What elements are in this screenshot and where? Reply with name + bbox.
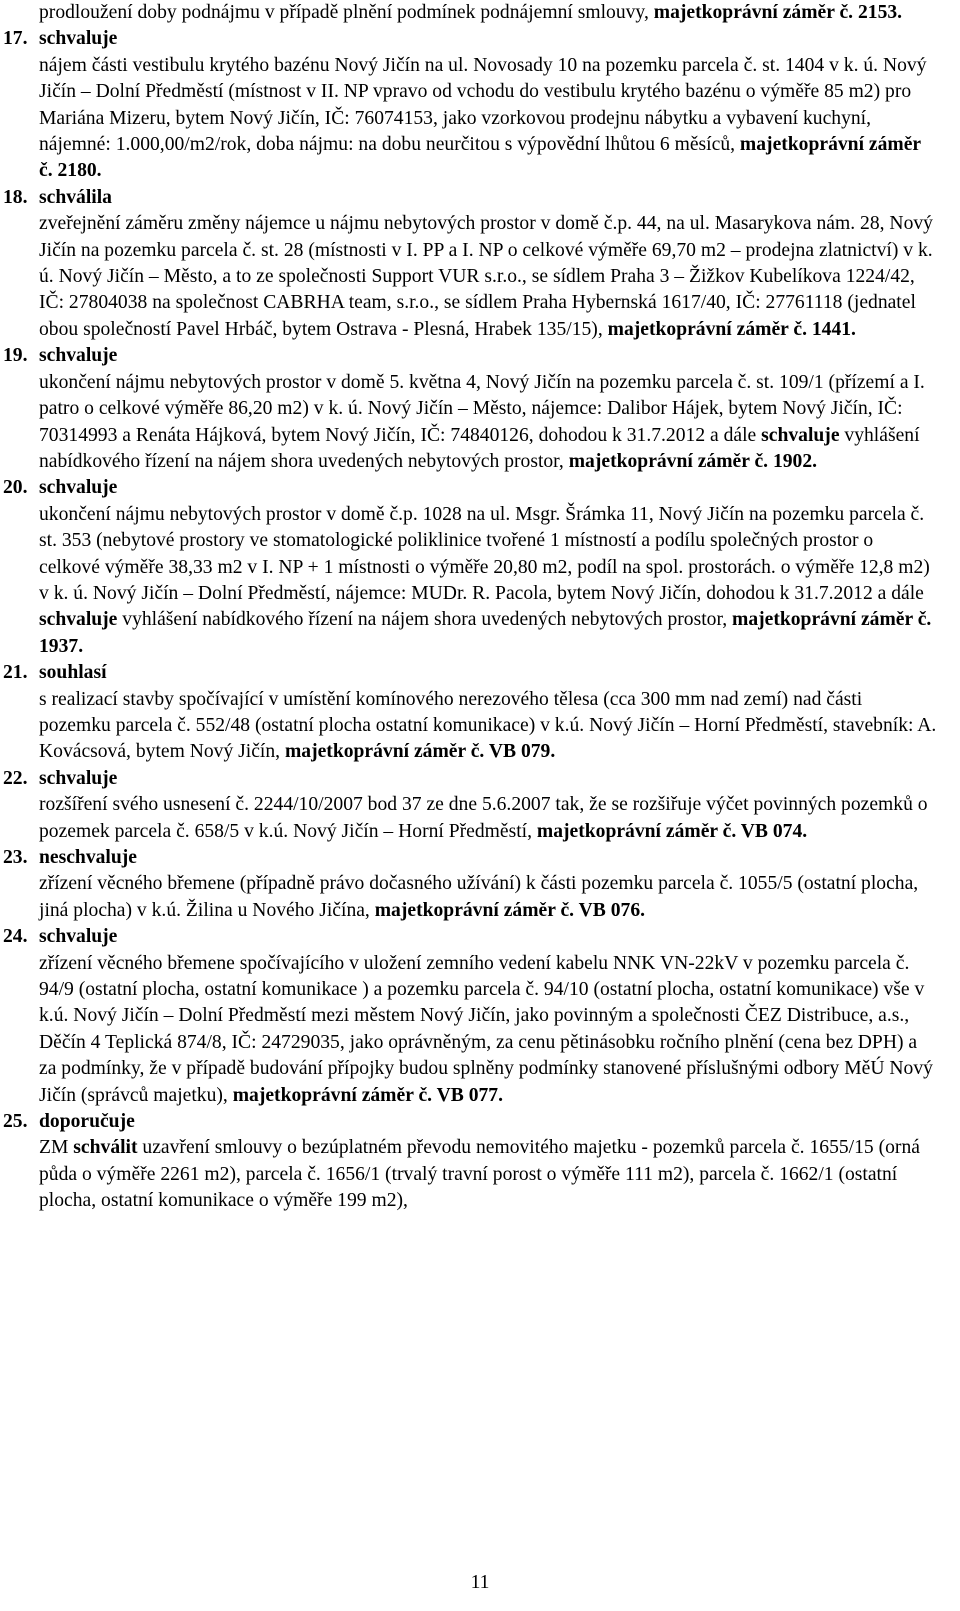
item-verb: schvaluje bbox=[39, 767, 118, 789]
item-verb: schválila bbox=[39, 186, 112, 208]
item-text-bold: majetkoprávní záměr č. VB 074. bbox=[536, 820, 808, 842]
item-number: 19. bbox=[3, 345, 28, 367]
resolution-item bbox=[0, 343, 960, 475]
item-text: vyhlášení nabídkového řízení na nájem shora uvedených nebytových prostor, bbox=[39, 424, 920, 472]
resolution-item bbox=[0, 766, 960, 845]
item-verb: schvaluje bbox=[39, 477, 118, 499]
intro-bold: majetkoprávní záměr č. 2153. bbox=[653, 2, 903, 23]
item-number: 20. bbox=[3, 477, 28, 499]
item-text-bold: schvaluje bbox=[761, 424, 840, 446]
item-verb: schvaluje bbox=[39, 345, 118, 367]
item-body bbox=[0, 871, 960, 924]
item-number: 24. bbox=[3, 926, 28, 948]
item-number: 21. bbox=[3, 662, 28, 684]
item-text-bold: majetkoprávní záměr č. 1902. bbox=[568, 450, 818, 472]
item-body bbox=[0, 502, 960, 660]
item-body bbox=[0, 370, 960, 476]
item-number: 17. bbox=[3, 28, 28, 50]
item-text: ZM bbox=[39, 1137, 74, 1159]
item-text: nájem části vestibulu krytého bazénu Nový Jičín na ul. Novosady 10 na pozemku parcela č. st. 1404 v k. ú. Nový Jičín – Dolní Předměstí (místnost v II. NP vpravo od vchodu do vestibulu krytého bazénu o výměře 85 m2) pro Mariána Mizeru, bytem Nový Jičín, IČ: 76074153, jako vzorkovou prodejnu nábytku a vybavení kuchyní, nájemné: 1.000,00/m2/rok, doba nájmu: na dobu neurčitou s výpovědní lhůtou 6 měsíců, bbox=[39, 54, 927, 156]
intro-text: prodloužení doby podnájmu v případě plnění podmínek podnájemní smlouvy, bbox=[39, 2, 654, 23]
item-number: 22. bbox=[3, 767, 28, 789]
item-number: 23. bbox=[3, 847, 28, 868]
item-body bbox=[0, 792, 960, 845]
item-body bbox=[0, 687, 960, 766]
item-text: ukončení nájmu nebytových prostor v domě 5. května 4, Nový Jičín na pozemku parcela č. st. 109/1 (přízemí a I. patro o celkové výměře 86,20 m2) v k. ú. Nový Jičín – Město, nájemce: Dalibor Hájek, bytem Nový Jičín, IČ: 70314993 a Renáta Hájková, bytem Nový Jičín, IČ: 74840126, dohodou k 31.7.2012 a dále bbox=[39, 371, 925, 446]
item-text: s realizací stavby spočívající v umístění komínového nerezového tělesa (cca 300 mm nad zemí) nad části pozemku parcela č. 552/48 (ostatní plocha ostatní komunikace) v k.ú. Nový Jičín – Horní Předměstí, stavebník: A. Kovácsová, bytem Nový Jičín, bbox=[39, 688, 937, 763]
intro-paragraph bbox=[0, 0, 960, 26]
item-verb: doporučuje bbox=[39, 1111, 135, 1133]
item-body bbox=[0, 1135, 960, 1214]
item-text-bold: majetkoprávní záměr č. VB 077. bbox=[232, 1084, 503, 1106]
item-verb: schvaluje bbox=[39, 28, 118, 50]
item-text-bold: majetkoprávní záměr č. 1441. bbox=[607, 318, 856, 340]
item-body bbox=[0, 211, 960, 343]
resolution-item bbox=[0, 1109, 960, 1215]
item-text: ukončení nájmu nebytových prostor v domě č.p. 1028 na ul. Msgr. Šrámka 11, Nový Jičín na pozemku parcela č. st. 353 (nebytové prostory ve stomatologické poliklinice tvořené 1 místností a podílu společných prostor o celkové výměře 38,33 m2 v I. NP + 1 místnosti o výměře 20,80 m2, podíl na spol. prostorách. o výměře 12,8 m2) v k. ú. Nový Jičín – Dolní Předměstí, nájemce: MUDr. R. Pacola, bytem Nový Jičín, dohodou k 31.7.2012 a dále bbox=[39, 503, 930, 604]
resolution-item bbox=[0, 26, 960, 184]
item-text-bold: schválit bbox=[73, 1137, 138, 1159]
item-body bbox=[0, 951, 960, 1109]
item-text: vyhlášení nabídkového řízení na nájem shora uvedených nebytových prostor, bbox=[117, 609, 732, 631]
resolution-list bbox=[0, 26, 960, 1214]
resolution-item bbox=[0, 845, 960, 924]
item-text: zřízení věcného břemene (případně právo dočasného užívání) k části pozemku parcela č. 1055/5 (ostatní plocha, jiná plocha) v k.ú. Žilina u Nového Jičína, bbox=[39, 873, 919, 921]
item-number: 25. bbox=[3, 1111, 28, 1133]
item-verb: schvaluje bbox=[39, 926, 118, 948]
resolution-item bbox=[0, 185, 960, 343]
item-text-bold: majetkoprávní záměr č. 2180. bbox=[39, 134, 921, 182]
item-number: 18. bbox=[3, 186, 28, 208]
item-verb: souhlasí bbox=[39, 662, 107, 684]
item-text-bold: majetkoprávní záměr č. 1937. bbox=[39, 609, 932, 657]
item-verb: neschvaluje bbox=[39, 847, 137, 868]
item-text: zveřejnění záměru změny nájemce u nájmu nebytových prostor v domě č.p. 44, na ul. Masarykova nám. 28, Nový Jičín na pozemku parcela č. st. 28 (místnosti v I. PP a I. NP o celkové výměře 69,70 m2 – prodejna zlatnictví) v k. ú. Nový Jičín – Město, a to ze společnosti Support VUR s.r.o., se sídlem Praha 3 – Žižkov Kubelíkova 1224/42, IČ: 27804038 na společnost CABRHA team, s.r.o., se sídlem Praha Hybernská 1617/40, IČ: 27761118 (jednatel obou společností Pavel Hrbáč, bytem Ostrava - Plesná, Hrabek 135/15), bbox=[39, 213, 933, 340]
item-text: zřízení věcného břemene spočívajícího v uložení zemního vedení kabelu NNK VN-22kV v pozemku parcela č. 94/9 (ostatní plocha, ostatní komunikace ) a pozemku parcela č. 94/10 (ostatní plocha, ostatní komunikace) vše v k.ú. Nový Jičín – Dolní Předměstí mezi městem Nový Jičín, jako povinným a společnosti ČEZ Distribuce, a.s., Děčín 4 Teplická 874/8, IČ: 24729035, jako oprávněným, za cenu pětinásobku ročního plnění (cena bez DPH) a za podmínky, že v případě budování přípojky budou splněny podmínky stanovené příslušnými odbory MěÚ Nový Jičín (správců majetku), bbox=[39, 952, 933, 1106]
item-text: rozšíření svého usnesení č. 2244/10/2007 bod 37 ze dne 5.6.2007 tak, že se rozšiřuje výčet povinných pozemků o pozemek parcela č. 658/5 v k.ú. Nový Jičín – Horní Předměstí, bbox=[39, 794, 928, 842]
item-text: uzavření smlouvy o bezúplatném převodu nemovitého majetku - pozemků parcela č. 1655/15 (orná půda o výměře 2261 m2), parcela č. 1656/1 (trvalý travní porost o výměře 111 m2), parcela č. 1662/1 (ostatní plocha, ostatní komunikace o výměře 199 m2), bbox=[39, 1137, 920, 1212]
resolution-item bbox=[0, 475, 960, 660]
item-text-bold: majetkoprávní záměr č. VB 079. bbox=[284, 741, 556, 763]
resolution-item bbox=[0, 660, 960, 766]
item-body bbox=[0, 53, 960, 185]
item-text-bold: majetkoprávní záměr č. VB 076. bbox=[374, 899, 646, 921]
resolution-item bbox=[0, 924, 960, 1109]
page-number: 11 bbox=[470, 1572, 490, 1593]
item-text-bold: schvaluje bbox=[39, 609, 118, 631]
